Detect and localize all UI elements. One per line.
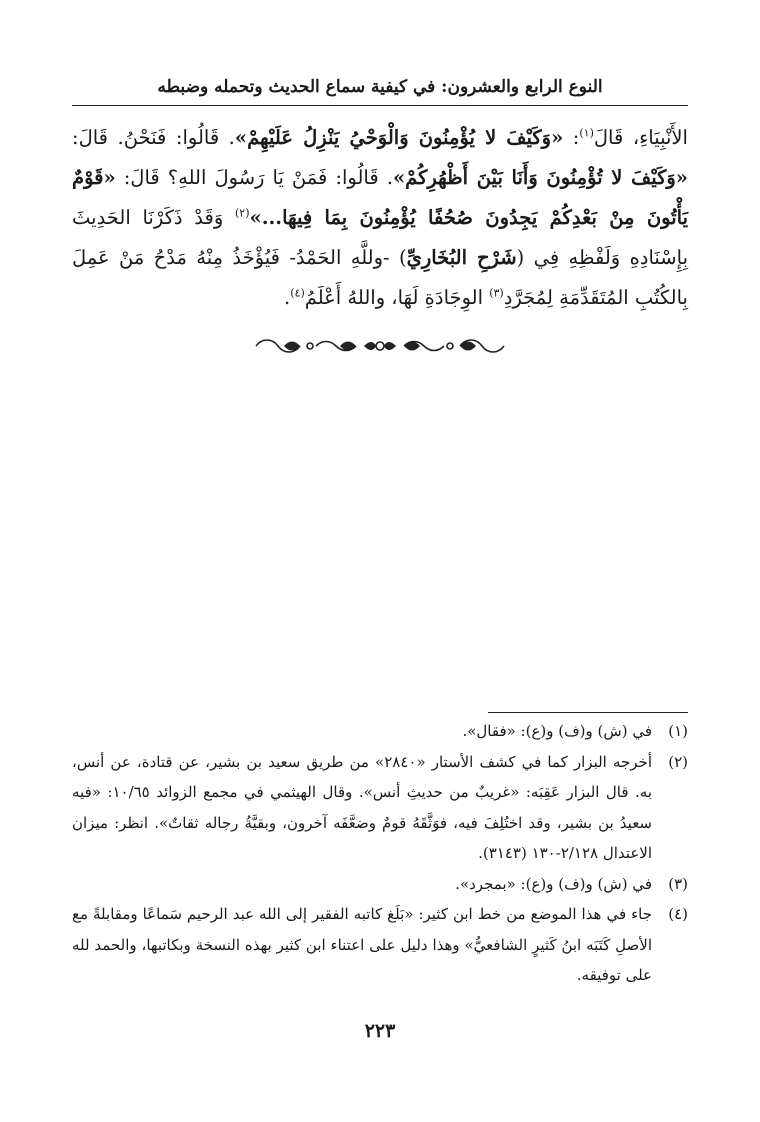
footnote-text: جاء في هذا الموضع من خط ابن كثير: «بَلَغ كاتبه الفقير إلى الله عبد الرحيم سَماعًا ومقابلةً مع الأصلِ كَتَبَه ابنُ كَثيرٍ الشافعيُّ» وهذا دليل على اعتناء ابن كثير بهذه النسخة وبكاتبها، والحمد لله على توفيقه. xyxy=(72,905,652,984)
footnote xyxy=(72,899,688,991)
footnotes xyxy=(72,716,688,991)
footnote-ref-4: (٤) xyxy=(290,286,305,300)
text-segment: وَقَدْ ذَكَرْنَا الحَدِيثَ بِإِسْنَادِهِ وَلَفْظِهِ فِي ( xyxy=(72,206,688,269)
text-segment: الأَنْبِيَاءِ، قَالَ xyxy=(593,126,688,149)
footnote-rule xyxy=(488,712,688,713)
book-title: شَرْحِ البُخَارِيِّ xyxy=(406,246,517,269)
header-rule xyxy=(72,105,688,106)
footnote-text: في (ش) و(ف) و(ع): «فقال». xyxy=(462,722,652,740)
main-paragraph xyxy=(72,118,688,318)
footnote-ref-1: (١) xyxy=(579,126,594,140)
running-header: النوع الرابع والعشرون: في كيفية سماع الحديث وتحمله وضبطه xyxy=(157,77,603,97)
footnote-number: (١) xyxy=(668,722,688,740)
footnote-ref-2: (٢) xyxy=(235,206,250,220)
section-ornament xyxy=(250,332,510,360)
footnote-text: أخرجه البزار كما في كشف الأستار «٢٨٤٠» من طريق سعيد بن بشير، عن قتادة، عن أنس، به. قال البزار عَقِبَه: «غريبٌ من حديثِ أنس». وقال الهيثمي في مجمع الزوائد ١٠/٦٥: «فيه سعيدُ بن بشير، وقد اختُلِفَ فيه، فوَثَّقَهُ قومٌ وضعَّفَه آخرون، وبقيَّةُ رجاله ثقاتٌ». انظر: ميزان الاعتدال ٢/١٢٨-١٣٠ (٣١٤٣). xyxy=(72,752,652,862)
hadith-quote-2: «وَكَيْفَ لا تُؤْمِنُونَ وَأَنَا بَيْنَ أَظْهُرِكُمْ» xyxy=(392,166,688,189)
text-segment: . قَالُوا: فَنَحْنُ. قَالَ: xyxy=(72,126,235,149)
text-segment: الوِجَادَةِ لَهَا، واللهُ أَعْلَمُ xyxy=(304,286,490,309)
text-segment: : xyxy=(563,126,580,149)
footnote xyxy=(72,716,688,747)
footnote xyxy=(72,747,688,869)
footnote-number: (٤) xyxy=(668,905,688,923)
footnote-number: (٢) xyxy=(668,752,688,771)
hadith-quote-3: «قَوْمٌ يَأْتُونَ مِنْ بَعْدِكُمْ يَجِدُونَ صُحُفًا يُؤْمِنُونَ بِمَا فِيهَا...» xyxy=(72,166,689,229)
text-segment: . قَالُوا: فَمَنْ يَا رَسُولَ اللهِ؟ قَالَ: xyxy=(115,166,393,189)
hadith-quote-1: «وَكَيْفَ لا يُؤْمِنُونَ وَالْوَحْيُ يَنْزِلُ عَلَيْهِمْ» xyxy=(234,126,564,149)
footnote-text: في (ش) و(ف) و(ع): «بمجرد». xyxy=(455,874,652,893)
main-text xyxy=(72,118,688,318)
footnote-number: (٣) xyxy=(668,874,688,893)
footnote-ref-3: (٣) xyxy=(489,286,504,300)
text-segment: . xyxy=(284,286,291,309)
text-segment: ) -وللَّهِ الحَمْدُ- فَيُؤْخَذُ مِنْهُ مَدْحُ مَنْ عَمِلَ بِالكُتُبِ المُتَقَدِّمَةِ لِمُجَرَّدِ xyxy=(72,246,688,309)
footnote xyxy=(72,869,688,900)
page-number: ٢٢٣ xyxy=(364,1020,396,1042)
